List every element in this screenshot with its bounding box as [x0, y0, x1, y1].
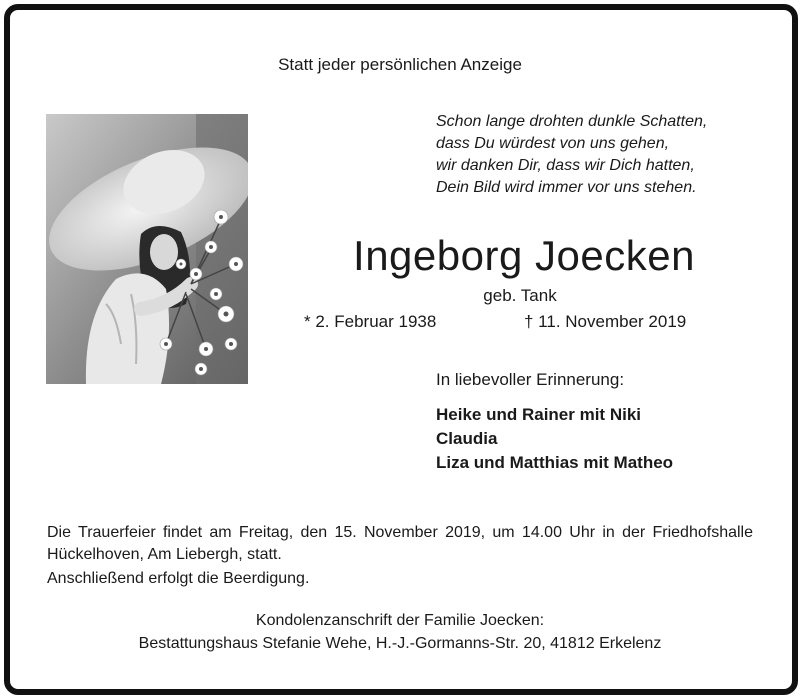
condolence-address	[0, 609, 800, 655]
death-date: † 11. November 2019	[524, 312, 687, 331]
poem-line: Schon lange drohten dunkle Schatten,	[436, 113, 708, 130]
memory-line: In liebevoller Erinnerung:	[436, 370, 625, 389]
deceased-name: Ingeborg Joecken	[353, 232, 695, 279]
poem-line: wir danken Dir, dass wir Dich hatten,	[436, 157, 695, 174]
portrait-photo	[46, 114, 248, 384]
burial-text: Anschließend erfolgt die Beerdigung.	[47, 570, 310, 587]
mourner: Claudia	[436, 429, 498, 448]
mourner: Liza und Matthias mit Matheo	[436, 453, 674, 472]
ceremony-text: Die Trauerfeier findet am Freitag, den 15. November 2019, um 14.00 Uhr in der Friedhofshalle Hückelhoven, Am Liebergh, statt.	[47, 524, 753, 563]
poem-line: dass Du würdest von uns gehen,	[436, 135, 670, 152]
header-text: Statt jeder persönlichen Anzeige	[278, 55, 522, 74]
birth-date: * 2. Februar 1938	[304, 312, 437, 331]
mourner: Heike und Rainer mit Niki	[436, 405, 641, 424]
condolence-line: Bestattungshaus Stefanie Wehe, H.-J.-Gormanns-Str. 20, 41812 Erkelenz	[138, 635, 662, 652]
poem	[436, 111, 766, 199]
birth-name: geb. Tank	[483, 286, 557, 305]
condolence-line: Kondolenzanschrift der Familie Joecken:	[255, 612, 545, 629]
poem-line: Dein Bild wird immer vor uns stehen.	[436, 179, 697, 196]
mourners-list	[436, 403, 673, 475]
